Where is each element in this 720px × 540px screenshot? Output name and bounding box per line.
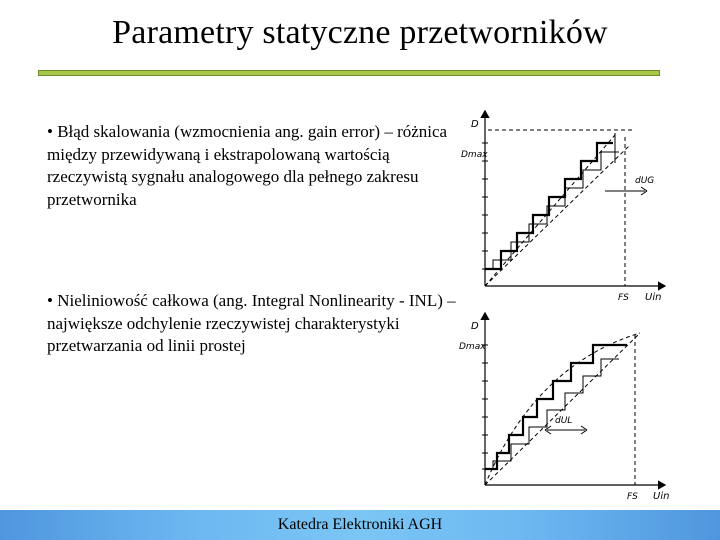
x-axis-label: Uin: [645, 292, 662, 303]
x-axis-label: Uin: [653, 491, 670, 502]
y-axis-label: D: [471, 119, 479, 130]
title-underline: [38, 70, 660, 76]
ideal-line: [485, 145, 630, 286]
y-max-label: Dmax: [461, 150, 488, 160]
error-label: dUG: [635, 176, 655, 186]
y-axis-label: D: [471, 321, 479, 332]
gain-error-figure: [455, 103, 670, 308]
fs-label: FS: [627, 492, 638, 502]
footer-label: Katedra Elektroniki AGH: [277, 516, 443, 533]
bullet-gain-error: • Błąd skalowania (wzmocnienia ang. gain error) – różnica między przewidywaną i ekstrapolowaną wartością rzeczywistą sygnału analogowego dla pełnego zakresu przetwornika: [47, 122, 448, 209]
y-max-label: Dmax: [459, 342, 486, 352]
straight-line: [485, 333, 640, 485]
inl-figure: [455, 305, 670, 505]
fs-label: FS: [618, 293, 629, 303]
staircase: [485, 345, 627, 469]
bullet-inl: • Nieliniowość całkowa (ang. Integral Nonlinearity - INL) – największe odchylenie rzeczywistej charakterystyki przetwarzania od linii prostej: [47, 291, 456, 355]
error-label: dUL: [555, 416, 573, 426]
slide-title: Parametry statyczne przetworników: [112, 14, 608, 51]
